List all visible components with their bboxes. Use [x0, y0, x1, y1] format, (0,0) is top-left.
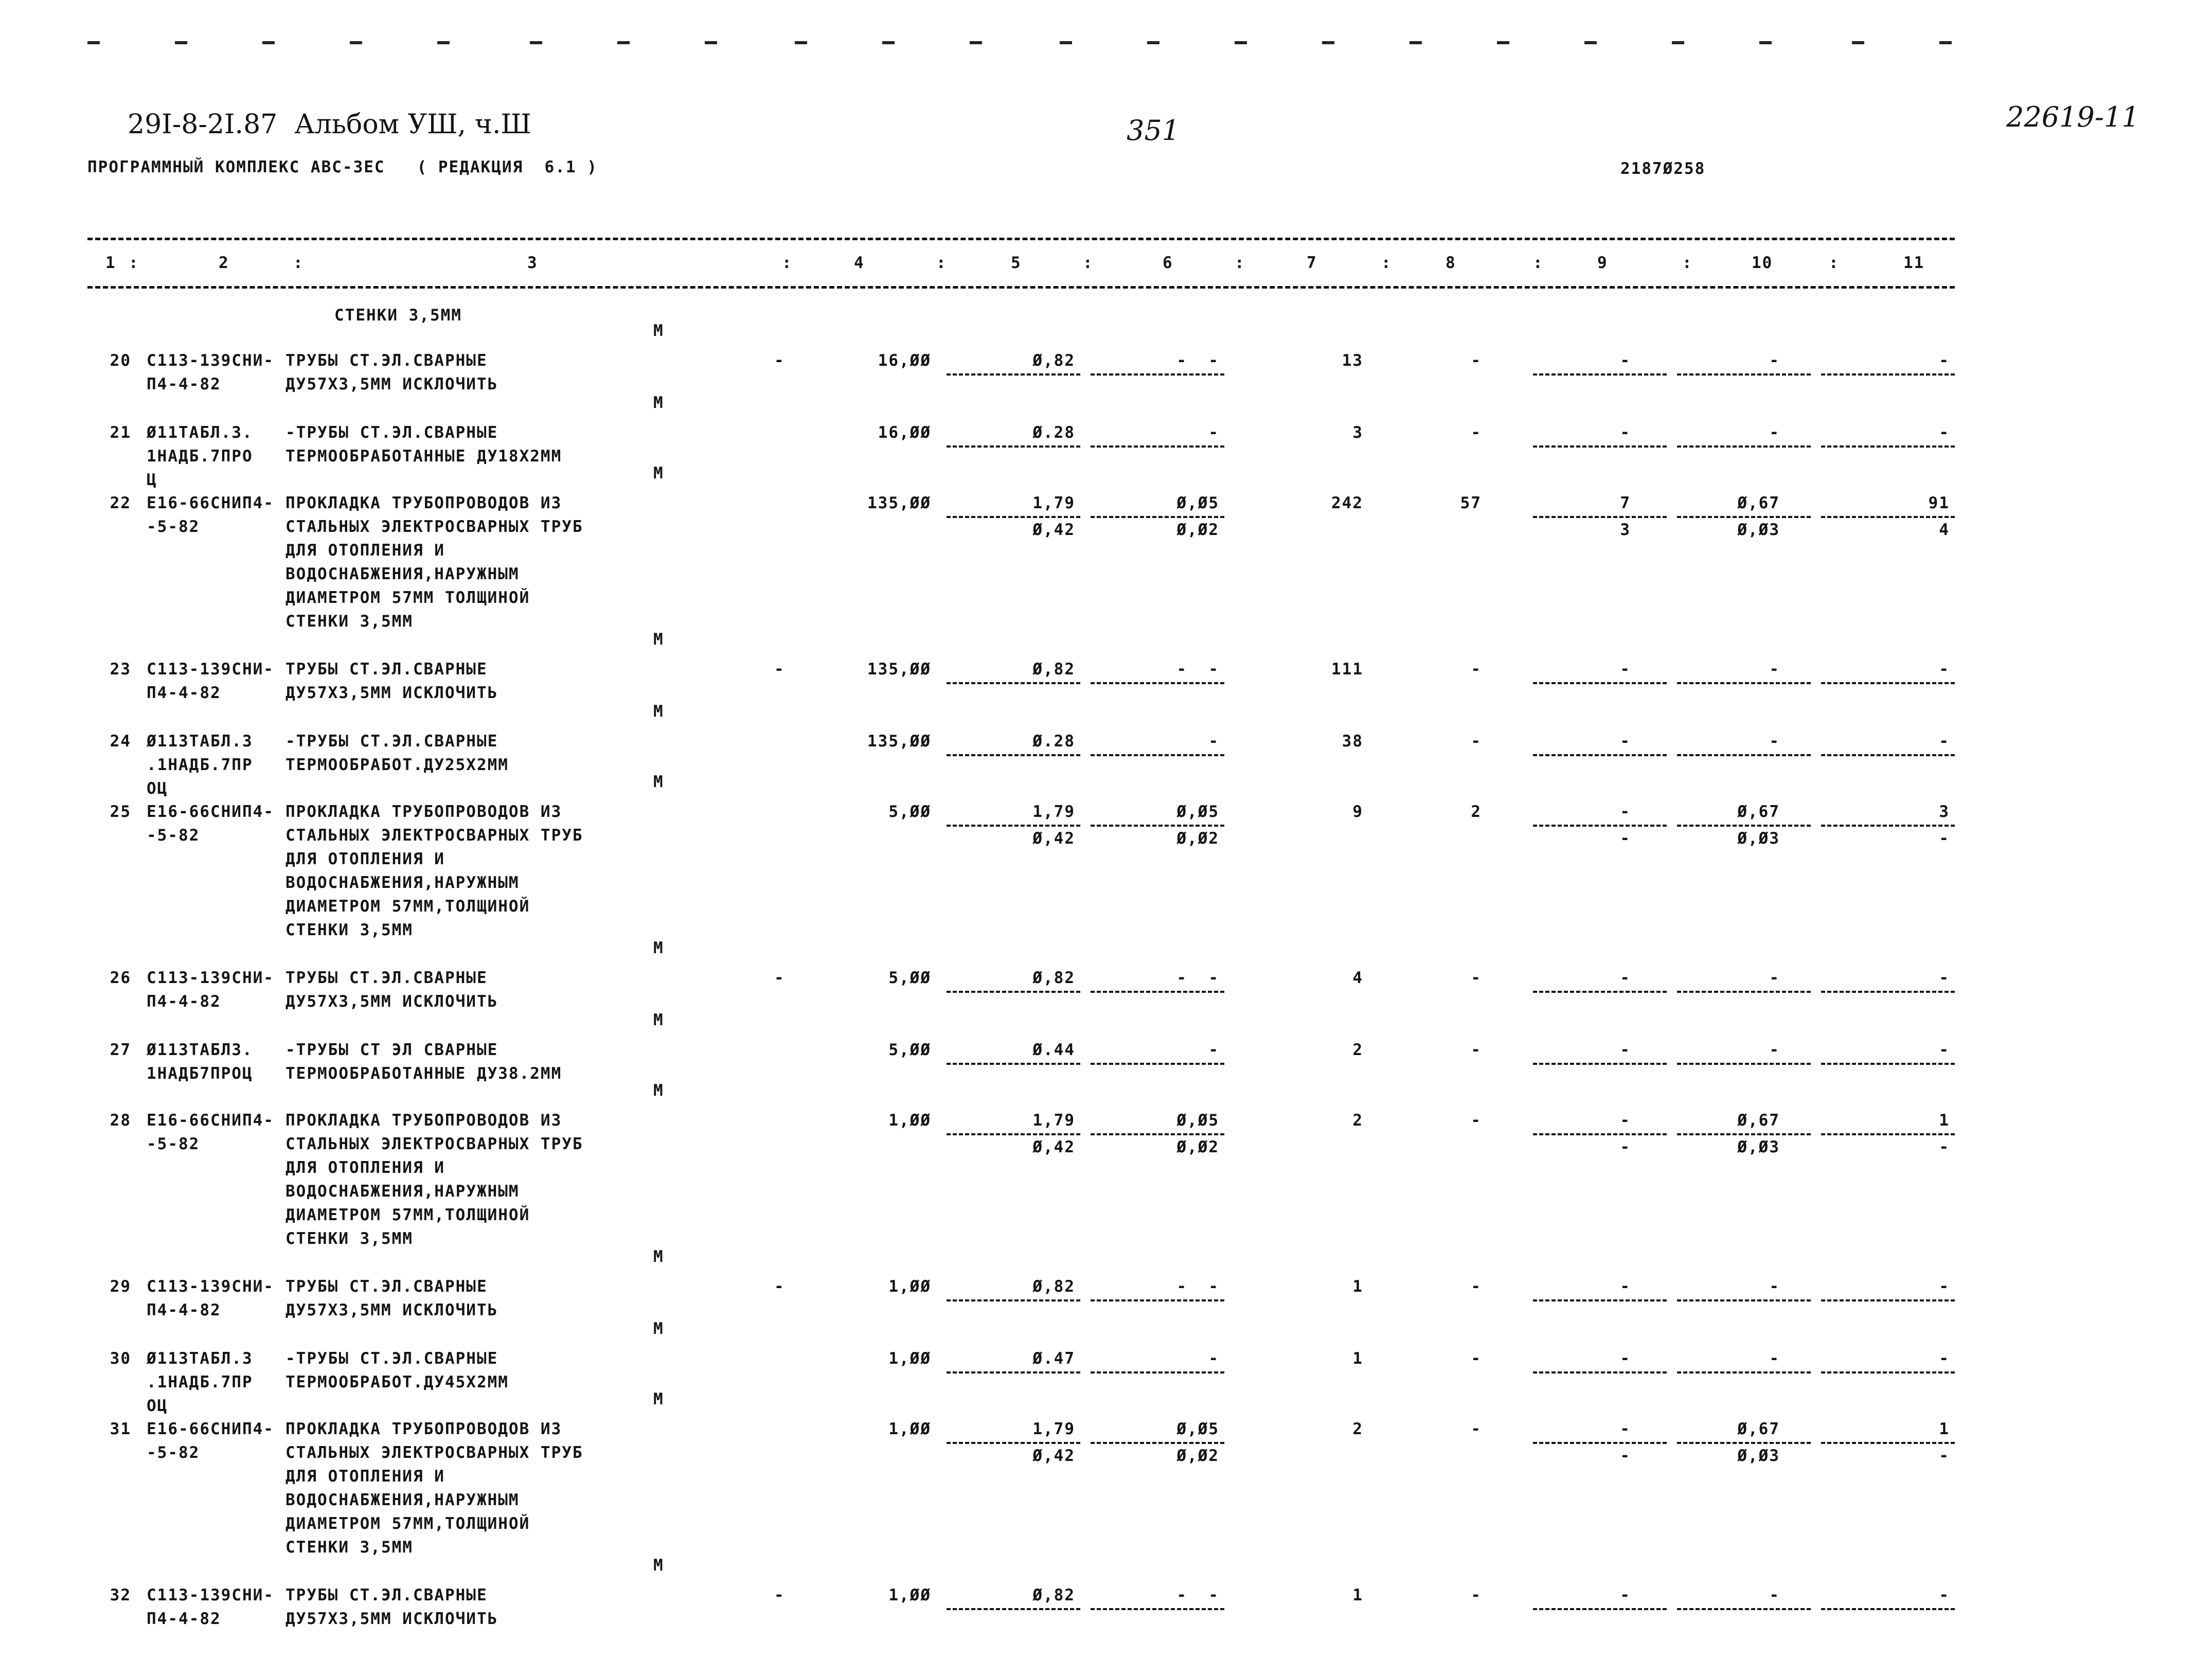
col4-value: - — [774, 1277, 785, 1296]
col11-top-value: - — [1939, 732, 1950, 751]
col8-value: - — [1471, 1586, 1482, 1604]
col10-bottom-value: Ø,Ø3 — [1737, 521, 1780, 539]
col7-value: 1 — [1352, 1277, 1363, 1296]
col7-value: 111 — [1331, 660, 1363, 679]
col10-top-value: - — [1769, 1349, 1780, 1368]
col11-top-value: - — [1939, 1349, 1950, 1368]
split-line — [1677, 1299, 1811, 1301]
column-separator: : — [782, 254, 793, 272]
item-code: С113-139СНИ- П4-4-82 — [147, 1586, 274, 1628]
split-line — [1821, 754, 1955, 756]
column-separator: : — [936, 254, 947, 272]
col6-top-value: - - — [1176, 1586, 1219, 1604]
col11-top-value: - — [1939, 1277, 1950, 1296]
item-code: Е16-66СНИП4- -5-82 — [147, 1111, 274, 1153]
col10-top-value: - — [1769, 1277, 1780, 1296]
col6-bottom-value: Ø,Ø2 — [1176, 829, 1219, 848]
col6-top-value: - - — [1176, 1277, 1219, 1296]
split-line — [1677, 754, 1811, 756]
split-line — [1677, 1063, 1811, 1065]
column-separator: : — [1682, 254, 1693, 272]
col5-top-value: Ø,82 — [1032, 1277, 1075, 1296]
unit-label: М — [653, 939, 664, 957]
unit-label: М — [653, 1556, 664, 1575]
col11-top-value: - — [1939, 660, 1950, 679]
col5-top-value: 1,79 — [1032, 1420, 1075, 1438]
col7-value: 3 — [1352, 423, 1363, 442]
doc-code: 2187Ø258 — [1620, 159, 1706, 178]
col5-top-value: Ø.47 — [1032, 1349, 1075, 1368]
split-line — [947, 1608, 1080, 1610]
split-line — [1533, 1371, 1667, 1373]
quantity-value: 1,ØØ — [888, 1277, 931, 1296]
column-separator: : — [1533, 254, 1544, 272]
col9-top-value: - — [1620, 1349, 1631, 1368]
split-line — [1821, 991, 1955, 993]
split-line — [947, 1063, 1080, 1065]
item-code: С113-139СНИ- П4-4-82 — [147, 1277, 274, 1319]
item-description: ПРОКЛАДКА ТРУБОПРОВОДОВ ИЗ СТАЛЬНЫХ ЭЛЕКТРОСВАРНЫХ ТРУБ ДЛЯ ОТОПЛЕНИЯ И ВОДОСНАБЖЕНИЯ,НАРУЖНЫМ ДИАМЕТРОМ 57ММ,ТОЛЩИНОЙ СТЕНКИ 3,5ММ — [286, 1111, 583, 1248]
col4-value: - — [774, 660, 785, 679]
column-header-8: 8 — [1446, 254, 1456, 272]
item-description: ПРОКЛАДКА ТРУБОПРОВОДОВ ИЗ СТАЛЬНЫХ ЭЛЕКТРОСВАРНЫХ ТРУБ ДЛЯ ОТОПЛЕНИЯ И ВОДОСНАБЖЕНИЯ,НАРУЖНЫМ ДИАМЕТРОМ 57ММ ТОЛЩИНОЙ СТЕНКИ 3,5ММ — [286, 494, 583, 631]
col9-bottom-value: - — [1620, 829, 1631, 848]
split-line — [1677, 373, 1811, 376]
col11-top-value: - — [1939, 351, 1950, 370]
quantity-value: 1,ØØ — [888, 1420, 931, 1438]
col4-value: - — [774, 1586, 785, 1604]
column-header-7: 7 — [1307, 254, 1317, 272]
col8-value: - — [1471, 1041, 1482, 1059]
col6-bottom-value: Ø,Ø2 — [1176, 1138, 1219, 1156]
column-header-9: 9 — [1597, 254, 1608, 272]
row-number: 26 — [110, 969, 131, 987]
column-separator: : — [129, 254, 139, 272]
item-description: ТРУБЫ СТ.ЭЛ.СВАРНЫЕ ДУ57Х3,5ММ ИСКЛОЧИТЬ — [286, 660, 498, 702]
col7-value: 2 — [1352, 1420, 1363, 1438]
col9-top-value: - — [1620, 351, 1631, 370]
row-number: 32 — [110, 1586, 131, 1604]
item-code: Ø11ТАБЛ.3. 1НАДБ.7ПРО Ц — [147, 423, 253, 489]
column-separator: : — [1083, 254, 1094, 272]
row-number: 27 — [110, 1041, 131, 1059]
column-separator: : — [1381, 254, 1392, 272]
split-line — [1091, 682, 1224, 684]
col11-bottom-value: 4 — [1939, 521, 1950, 539]
split-line — [1821, 1063, 1955, 1065]
col6-top-value: Ø,Ø5 — [1176, 1111, 1219, 1130]
col7-value: 13 — [1342, 351, 1363, 370]
quantity-value: 1,ØØ — [888, 1349, 931, 1368]
column-header-6: 6 — [1163, 254, 1173, 272]
col11-bottom-value: - — [1939, 1447, 1950, 1465]
col6-top-value: - - — [1176, 660, 1219, 679]
lead-text: СТЕНКИ 3,5ММ — [334, 306, 462, 325]
unit-label: М — [653, 702, 664, 721]
col8-value: 57 — [1460, 494, 1482, 512]
split-line — [947, 682, 1080, 684]
column-header-3: 3 — [527, 254, 538, 272]
row-number: 24 — [110, 732, 131, 751]
col9-top-value: - — [1620, 802, 1631, 821]
col5-top-value: Ø.28 — [1032, 732, 1075, 751]
col11-top-value: - — [1939, 969, 1950, 987]
col11-top-value: 91 — [1928, 494, 1950, 512]
unit-label: М — [653, 322, 664, 340]
split-line — [1821, 1608, 1955, 1610]
unit-label: М — [653, 630, 664, 649]
split-line — [1533, 682, 1667, 684]
column-header-1: 1 — [105, 254, 116, 272]
column-separator: : — [293, 254, 304, 272]
split-line — [1533, 445, 1667, 448]
quantity-value: 135,ØØ — [867, 732, 931, 751]
col10-top-value: - — [1769, 351, 1780, 370]
col4-value: - — [774, 969, 785, 987]
col8-value: - — [1471, 969, 1482, 987]
col10-top-value: Ø,67 — [1737, 1111, 1780, 1130]
split-line — [947, 373, 1080, 376]
unit-label: М — [653, 1081, 664, 1100]
page-number: 351 — [1127, 114, 1180, 147]
row-number: 30 — [110, 1349, 131, 1368]
col6-top-value: - — [1208, 1349, 1219, 1368]
col11-top-value: 3 — [1939, 802, 1950, 821]
col9-top-value: - — [1620, 969, 1631, 987]
unit-label: М — [653, 1011, 664, 1029]
col5-bottom-value: Ø,42 — [1032, 1138, 1075, 1156]
split-line — [1533, 1063, 1667, 1065]
row-number: 22 — [110, 494, 131, 512]
split-line — [947, 445, 1080, 448]
item-description: ТРУБЫ СТ.ЭЛ.СВАРНЫЕ ДУ57Х3,5ММ ИСКЛОЧИТЬ — [286, 351, 498, 394]
col9-bottom-value: - — [1620, 1447, 1631, 1465]
col8-value: - — [1471, 732, 1482, 751]
col5-top-value: Ø.44 — [1032, 1041, 1075, 1059]
unit-label: М — [653, 1390, 664, 1408]
item-description: -ТРУБЫ СТ ЭЛ СВАРНЫЕ ТЕРМООБРАБОТАННЫЕ ДУ38.2ММ — [286, 1041, 562, 1083]
quantity-value: 135,ØØ — [867, 660, 931, 679]
col7-value: 2 — [1352, 1111, 1363, 1130]
col11-top-value: - — [1939, 1586, 1950, 1604]
split-line — [1091, 1608, 1224, 1610]
col6-bottom-value: Ø,Ø2 — [1176, 521, 1219, 539]
item-description: ТРУБЫ СТ.ЭЛ.СВАРНЫЕ ДУ57Х3,5ММ ИСКЛОЧИТЬ — [286, 969, 498, 1011]
col9-top-value: - — [1620, 1277, 1631, 1296]
split-line — [1533, 991, 1667, 993]
sheet-code: 22619-11 — [2006, 101, 2139, 133]
item-code: С113-139СНИ- П4-4-82 — [147, 969, 274, 1011]
split-line — [1533, 754, 1667, 756]
row-number: 23 — [110, 660, 131, 679]
col11-top-value: - — [1939, 1041, 1950, 1059]
split-line — [1533, 373, 1667, 376]
col10-bottom-value: Ø,Ø3 — [1737, 1138, 1780, 1156]
col7-value: 4 — [1352, 969, 1363, 987]
doc-reference: 29I-8-2I.87 Альбом УШ, ч.Ш — [128, 109, 531, 140]
col11-top-value: - — [1939, 423, 1950, 442]
split-line — [1821, 445, 1955, 448]
split-line — [947, 1371, 1080, 1373]
col10-bottom-value: Ø,Ø3 — [1737, 829, 1780, 848]
col7-value: 1 — [1352, 1349, 1363, 1368]
split-line — [1677, 682, 1811, 684]
col5-bottom-value: Ø,42 — [1032, 829, 1075, 848]
col10-top-value: - — [1769, 732, 1780, 751]
col6-top-value: - — [1208, 732, 1219, 751]
col5-top-value: 1,79 — [1032, 1111, 1075, 1130]
col7-value: 2 — [1352, 1041, 1363, 1059]
col10-top-value: Ø,67 — [1737, 802, 1780, 821]
row-number: 20 — [110, 351, 131, 370]
split-line — [1821, 373, 1955, 376]
col10-top-value: - — [1769, 660, 1780, 679]
row-number: 29 — [110, 1277, 131, 1296]
split-line — [1091, 754, 1224, 756]
column-header-10: 10 — [1752, 254, 1773, 272]
col5-top-value: Ø,82 — [1032, 660, 1075, 679]
col9-top-value: - — [1620, 1111, 1631, 1130]
item-description: ПРОКЛАДКА ТРУБОПРОВОДОВ ИЗ СТАЛЬНЫХ ЭЛЕКТРОСВАРНЫХ ТРУБ ДЛЯ ОТОПЛЕНИЯ И ВОДОСНАБЖЕНИЯ,НАРУЖНЫМ ДИАМЕТРОМ 57ММ,ТОЛЩИНОЙ СТЕНКИ 3,5ММ — [286, 1420, 583, 1557]
col8-value: - — [1471, 1349, 1482, 1368]
quantity-value: 135,ØØ — [867, 494, 931, 512]
col11-bottom-value: - — [1939, 829, 1950, 848]
split-line — [1821, 1371, 1955, 1373]
split-line — [947, 991, 1080, 993]
col10-top-value: Ø,67 — [1737, 1420, 1780, 1438]
item-code: С113-139СНИ- П4-4-82 — [147, 351, 274, 394]
quantity-value: 16,ØØ — [878, 351, 931, 370]
split-line — [1677, 445, 1811, 448]
item-description: ТРУБЫ СТ.ЭЛ.СВАРНЫЕ ДУ57Х3,5ММ ИСКЛОЧИТЬ — [286, 1277, 498, 1319]
split-line — [1091, 373, 1224, 376]
split-line — [1533, 1608, 1667, 1610]
col6-top-value: Ø,Ø5 — [1176, 1420, 1219, 1438]
col5-top-value: 1,79 — [1032, 494, 1075, 512]
unit-label: М — [653, 1319, 664, 1338]
item-description: ТРУБЫ СТ.ЭЛ.СВАРНЫЕ ДУ57Х3,5ММ ИСКЛОЧИТЬ — [286, 1586, 498, 1628]
col6-top-value: Ø,Ø5 — [1176, 802, 1219, 821]
split-line — [1821, 1299, 1955, 1301]
col7-value: 1 — [1352, 1586, 1363, 1604]
split-line — [1677, 1608, 1811, 1610]
col10-top-value: - — [1769, 1586, 1780, 1604]
unit-label: М — [653, 464, 664, 483]
item-description: -ТРУБЫ СТ.ЭЛ.СВАРНЫЕ ТЕРМООБРАБОТ.ДУ45Х2ММ — [286, 1349, 509, 1391]
quantity-value: 1,ØØ — [888, 1586, 931, 1604]
col10-top-value: - — [1769, 1041, 1780, 1059]
split-line — [947, 754, 1080, 756]
col7-value: 38 — [1342, 732, 1363, 751]
col5-bottom-value: Ø,42 — [1032, 1447, 1075, 1465]
col7-value: 242 — [1331, 494, 1363, 512]
split-line — [1677, 1371, 1811, 1373]
col7-value: 9 — [1352, 802, 1363, 821]
col4-value: - — [774, 351, 785, 370]
col9-bottom-value: 3 — [1620, 521, 1631, 539]
column-separator: : — [1829, 254, 1840, 272]
item-code: Ø113ТАБЛ.3 .1НАДБ.7ПР ОЦ — [147, 732, 253, 798]
unit-label: М — [653, 394, 664, 412]
item-code: Е16-66СНИП4- -5-82 — [147, 494, 274, 536]
col10-top-value: Ø,67 — [1737, 494, 1780, 512]
col9-top-value: - — [1620, 1586, 1631, 1604]
split-line — [1091, 1299, 1224, 1301]
item-code: Ø113ТАБЛ.3 .1НАДБ.7ПР ОЦ — [147, 1349, 253, 1415]
column-header-5: 5 — [1011, 254, 1022, 272]
col8-value: - — [1471, 351, 1482, 370]
column-header-2: 2 — [219, 254, 229, 272]
split-line — [1091, 991, 1224, 993]
col9-top-value: - — [1620, 660, 1631, 679]
col5-top-value: Ø,82 — [1032, 351, 1075, 370]
col5-top-value: Ø,82 — [1032, 969, 1075, 987]
col10-top-value: - — [1769, 423, 1780, 442]
col10-top-value: - — [1769, 969, 1780, 987]
col9-top-value: - — [1620, 1041, 1631, 1059]
quantity-value: 5,ØØ — [888, 802, 931, 821]
col8-value: 2 — [1471, 802, 1482, 821]
col6-top-value: - — [1208, 1041, 1219, 1059]
row-number: 31 — [110, 1420, 131, 1438]
col6-top-value: - - — [1176, 969, 1219, 987]
col8-value: - — [1471, 423, 1482, 442]
split-line — [1677, 991, 1811, 993]
item-code: Ø113ТАБЛ3. 1НАДБ7ПРОЦ — [147, 1041, 253, 1083]
quantity-value: 5,ØØ — [888, 1041, 931, 1059]
row-number: 21 — [110, 423, 131, 442]
col6-top-value: - — [1208, 423, 1219, 442]
column-header-4: 4 — [854, 254, 865, 272]
col9-top-value: - — [1620, 732, 1631, 751]
item-description: -ТРУБЫ СТ.ЭЛ.СВАРНЫЕ ТЕРМООБРАБОТАННЫЕ ДУ18Х2ММ — [286, 423, 562, 466]
split-line — [1091, 1371, 1224, 1373]
item-description: ПРОКЛАДКА ТРУБОПРОВОДОВ ИЗ СТАЛЬНЫХ ЭЛЕКТРОСВАРНЫХ ТРУБ ДЛЯ ОТОПЛЕНИЯ И ВОДОСНАБЖЕНИЯ,НАРУЖНЫМ ДИАМЕТРОМ 57ММ,ТОЛЩИНОЙ СТЕНКИ 3,5ММ — [286, 802, 583, 939]
unit-label: М — [653, 1247, 664, 1266]
col8-value: - — [1471, 1420, 1482, 1438]
col8-value: - — [1471, 1277, 1482, 1296]
col11-top-value: 1 — [1939, 1111, 1950, 1130]
col9-top-value: - — [1620, 423, 1631, 442]
item-description: -ТРУБЫ СТ.ЭЛ.СВАРНЫЕ ТЕРМООБРАБОТ.ДУ25Х2ММ — [286, 732, 509, 774]
column-separator: : — [1235, 254, 1245, 272]
col8-value: - — [1471, 1111, 1482, 1130]
column-header-11: 11 — [1903, 254, 1925, 272]
row-number: 25 — [110, 802, 131, 821]
quantity-value: 16,ØØ — [878, 423, 931, 442]
quantity-value: 1,ØØ — [888, 1111, 931, 1130]
quantity-value: 5,ØØ — [888, 969, 931, 987]
split-line — [1091, 1063, 1224, 1065]
split-line — [1091, 445, 1224, 448]
col8-value: - — [1471, 660, 1482, 679]
split-line — [1533, 1299, 1667, 1301]
item-code: Е16-66СНИП4- -5-82 — [147, 802, 274, 845]
col5-top-value: Ø,82 — [1032, 1586, 1075, 1604]
col6-top-value: Ø,Ø5 — [1176, 494, 1219, 512]
split-line — [1821, 682, 1955, 684]
col5-bottom-value: Ø,42 — [1032, 521, 1075, 539]
col10-bottom-value: Ø,Ø3 — [1737, 1447, 1780, 1465]
row-number: 28 — [110, 1111, 131, 1130]
col5-top-value: Ø.28 — [1032, 423, 1075, 442]
program-line: ПРОГРАММНЫЙ КОМПЛЕКС АВС-3ЕС ( РЕДАКЦИЯ 6.1 ) — [87, 158, 598, 176]
col6-top-value: - - — [1176, 351, 1219, 370]
col11-top-value: 1 — [1939, 1420, 1950, 1438]
col9-top-value: - — [1620, 1420, 1631, 1438]
col9-top-value: 7 — [1620, 494, 1631, 512]
col11-bottom-value: - — [1939, 1138, 1950, 1156]
col6-bottom-value: Ø,Ø2 — [1176, 1447, 1219, 1465]
col5-top-value: 1,79 — [1032, 802, 1075, 821]
split-line — [947, 1299, 1080, 1301]
item-code: С113-139СНИ- П4-4-82 — [147, 660, 274, 702]
col9-bottom-value: - — [1620, 1138, 1631, 1156]
unit-label: М — [653, 773, 664, 791]
item-code: Е16-66СНИП4- -5-82 — [147, 1420, 274, 1462]
